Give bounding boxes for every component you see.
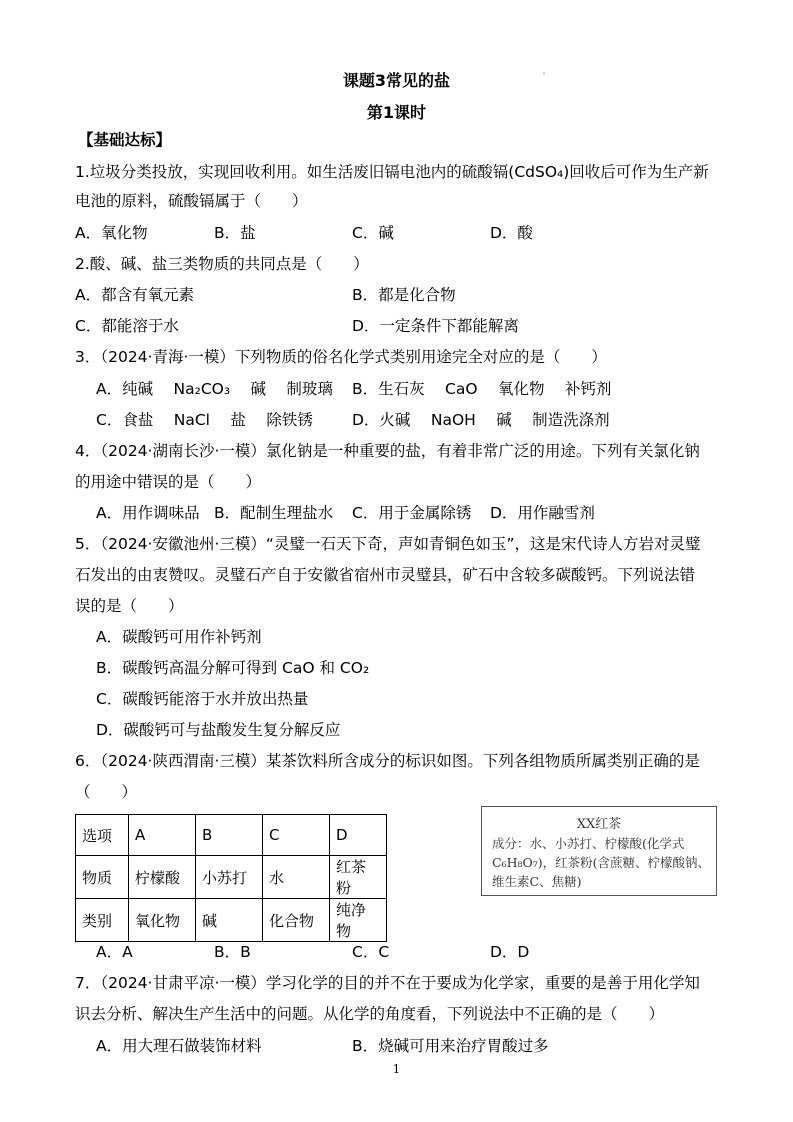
q3-option-d: D．火碱 NaOH 碱 制造洗涤剂 bbox=[352, 411, 610, 429]
table-cell: 氧化物 bbox=[129, 899, 196, 942]
table-cell: 红茶粉 bbox=[330, 856, 387, 899]
table-row bbox=[76, 815, 387, 856]
q4-option-d: D．用作融雪剂 bbox=[490, 504, 595, 522]
table-cell: A bbox=[129, 815, 196, 856]
q1-stem-line2: 电池的原料，硫酸镉属于（ ） bbox=[75, 192, 308, 210]
table-cell: 碱 bbox=[196, 899, 263, 942]
table-cell: D bbox=[330, 815, 387, 856]
section-heading: 【基础达标】 bbox=[78, 131, 172, 149]
table-cell: 化合物 bbox=[263, 899, 330, 942]
table-cell: 柠檬酸 bbox=[129, 856, 196, 899]
q6-option-b: B．B bbox=[214, 943, 251, 961]
q7-stem-line1: 7．（2024·甘肃平凉·一模）学习化学的目的并不在于要成为化学家，重要的是善于用化学知 bbox=[75, 974, 700, 992]
q1-option-a: A．氧化物 bbox=[75, 224, 148, 242]
q4-stem-line1: 4．（2024·湖南长沙·一模）氯化钠是一种重要的盐，有着非常广泛的用途。下列有关氯化钠 bbox=[75, 442, 700, 460]
table-cell: 类别 bbox=[76, 899, 129, 942]
page-title: 课题3常见的盐 bbox=[342, 71, 451, 90]
q1-option-c: C．碱 bbox=[352, 224, 394, 242]
q4-stem-line2: 的用途中错误的是（ ） bbox=[75, 473, 262, 491]
q5-option-d: D．碳酸钙可与盐酸发生复分解反应 bbox=[96, 721, 341, 739]
q1-stem-line1: 1.垃圾分类投放，实现回收利用。如生活废旧镉电池内的硫酸镉(CdSO₄)回收后可作为生产新 bbox=[75, 163, 709, 181]
q3-option-c: C．食盐 NaCl 盐 除铁锈 bbox=[96, 411, 313, 429]
q2-option-c: C．都能溶于水 bbox=[75, 317, 179, 335]
q7-option-a: A．用大理石做装饰材料 bbox=[96, 1037, 262, 1055]
q6-stem-line2: （ ） bbox=[75, 783, 138, 801]
q2-option-b: B．都是化合物 bbox=[352, 286, 456, 304]
q5-stem-line3: 误的是（ ） bbox=[75, 597, 184, 615]
q5-option-a: A．碳酸钙可用作补钙剂 bbox=[96, 628, 262, 646]
q6-table bbox=[75, 814, 387, 942]
page-number: 1 bbox=[392, 1062, 401, 1076]
tea-label-title: XX红茶 bbox=[576, 817, 622, 832]
table-cell: 选项 bbox=[76, 815, 129, 856]
q5-stem-line1: 5．（2024·安徽池州·三模）“灵璧一石天下奇，声如青铜色如玉”，这是宋代诗人方岩对灵璧 bbox=[75, 535, 701, 553]
q2-option-d: D．一定条件下都能解离 bbox=[352, 317, 519, 335]
tea-label-box bbox=[481, 806, 717, 896]
q7-option-b: B．烧碱可用来治疗胃酸过多 bbox=[352, 1037, 549, 1055]
q3-option-a: A．纯碱 Na₂CO₃ 碱 制玻璃 bbox=[96, 380, 333, 398]
q2-stem: 2.酸、碱、盐三类物质的共同点是（ ） bbox=[75, 255, 369, 273]
q1-option-d: D．酸 bbox=[490, 224, 533, 242]
q5-option-c: C．碳酸钙能溶于水并放出热量 bbox=[96, 690, 309, 708]
table-cell: 物质 bbox=[76, 856, 129, 899]
q4-option-b: B．配制生理盐水 bbox=[214, 504, 334, 522]
table-row bbox=[76, 899, 387, 942]
q7-stem-line2: 识去分析、解决生产生活中的问题。从化学的角度看，下列说法中不正确的是（ ） bbox=[75, 1005, 665, 1023]
q3-stem: 3．（2024·青海·一模）下列物质的俗名化学式类别用途完全对应的是（ ） bbox=[75, 348, 607, 366]
q1-option-b: B．盐 bbox=[214, 224, 256, 242]
table-cell: 纯净物 bbox=[330, 899, 387, 942]
page-subtitle: 第1课时 bbox=[366, 103, 427, 122]
table-cell: 水 bbox=[263, 856, 330, 899]
q5-stem-line2: 石发出的由衷赞叹。灵璧石产自于安徽省宿州市灵璧县，矿石中含较多碳酸钙。下列说法错 bbox=[75, 566, 696, 584]
q3-option-b: B．生石灰 CaO 氧化物 补钙剂 bbox=[352, 380, 612, 398]
tea-label-content: 成分：水、小苏打、柠檬酸(化学式C₆H₈O₇)，红茶粉(含蔗糖、柠檬酸钠、维生素C、焦糖) bbox=[492, 836, 710, 889]
q6-option-d: D．D bbox=[490, 943, 530, 961]
q4-option-a: A．用作调味品 bbox=[96, 504, 200, 522]
q6-stem-line1: 6．（2024·陕西渭南·三模）某茶饮料所含成分的标识如图。下列各组物质所属类别正确的是 bbox=[75, 752, 700, 770]
q4-option-c: C．用于金属除锈 bbox=[352, 504, 472, 522]
q6-option-a: A．A bbox=[96, 943, 133, 961]
q5-option-b: B．碳酸钙高温分解可得到 CaO 和 CO₂ bbox=[96, 659, 370, 677]
table-cell: B bbox=[196, 815, 263, 856]
table-row bbox=[76, 856, 387, 899]
table-cell: 小苏打 bbox=[196, 856, 263, 899]
q2-option-a: A．都含有氧元素 bbox=[75, 286, 195, 304]
table-cell: C bbox=[263, 815, 330, 856]
q6-option-c: C．C bbox=[352, 943, 390, 961]
